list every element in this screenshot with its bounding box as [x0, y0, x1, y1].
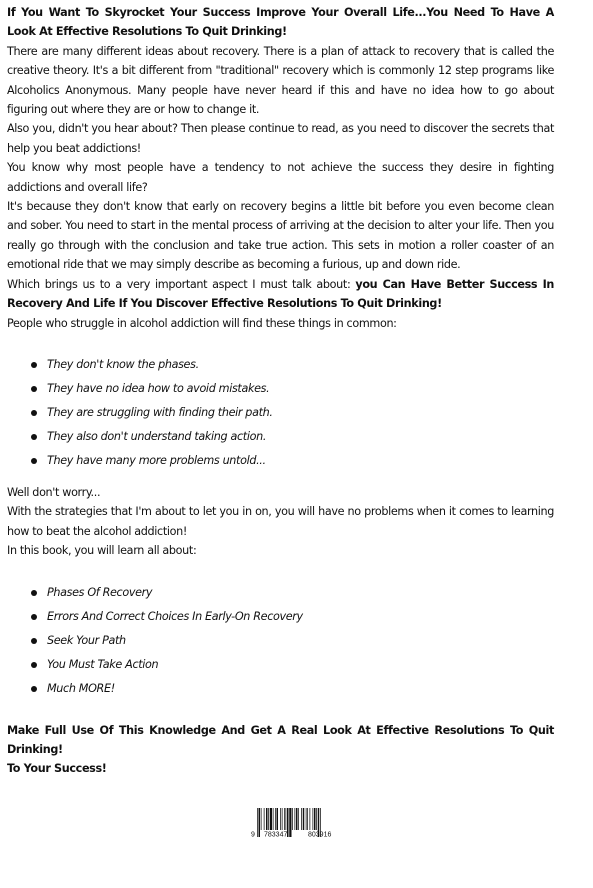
barcode-bar — [261, 808, 262, 830]
barcode-bar — [273, 808, 274, 830]
bullet-icon — [31, 662, 37, 668]
barcode-bar — [316, 808, 317, 830]
closing-sign-off: To Your Success! — [7, 762, 107, 776]
barcode-group-1: 783347 — [264, 831, 288, 839]
barcode-bar — [306, 808, 307, 830]
bullet-icon — [31, 386, 37, 392]
paragraph-dont-worry: Well don't worry... — [7, 485, 101, 499]
list-item: Phases Of Recovery — [7, 581, 554, 605]
barcode-bar — [275, 808, 276, 830]
paragraph-common-things: People who struggle in alcohol addiction will find these things in common: — [7, 316, 397, 330]
barcode-bar — [298, 808, 299, 830]
bullet-icon — [31, 638, 37, 644]
paragraph-hear-about: Also you, didn't you hear about? Then please continue to read, as you need to discover the secrets that help you beat addictions! — [7, 122, 554, 155]
barcode-lead-digit: 9 — [251, 831, 255, 839]
paragraph-important-aspect — [7, 275, 554, 314]
common-problems-list — [7, 333, 554, 483]
paragraph-why-fail: You know why most people have a tendency to not achieve the success they desire in fighting addictions and overall life? — [7, 161, 554, 194]
paragraph-early-recovery: It's because they don't know that early on recovery begins a little bit before you even become clean and sober. You need to start in the mental process of arriving at the decision to alter your life. Then you really go through with the conclusion and take true action. This sets in motion a roller coaster of an emotional ride that we may simply describe as becoming a furious, up and down ride. — [7, 200, 554, 272]
bullet-icon — [31, 458, 37, 464]
barcode-bar — [303, 808, 305, 830]
barcode-bar — [257, 808, 258, 837]
bullet-icon — [31, 434, 37, 440]
barcode-bar — [280, 808, 281, 830]
bullet-icon — [31, 590, 37, 596]
bullet-icon — [31, 614, 37, 620]
important-aspect-emphasis: you Can Have Better Success In Recovery And Life If You Discover Effective Resolutions To Quit Drinking! — [7, 277, 554, 311]
closing-call-to-action: Make Full Use Of This Knowledge And Get A Real Look At Effective Resolutions To Quit Drinking! — [7, 723, 554, 756]
barcode-bar — [282, 808, 283, 830]
barcode-bar — [292, 808, 293, 830]
barcode-bar — [295, 808, 296, 830]
paragraph-in-this-book: In this book, you will learn all about: — [7, 544, 197, 558]
barcode-bar — [277, 808, 279, 830]
list-item: They have no idea how to avoid mistakes. — [7, 377, 554, 401]
barcode-bar — [296, 808, 298, 830]
list-item: They don't know the phases. — [7, 353, 554, 377]
list-item: You Must Take Action — [7, 653, 554, 677]
barcode-bar — [310, 808, 311, 830]
paragraph-creative-theory: There are many different ideas about recovery. There is a plan of attack to recovery that is called the creative theory. It's a bit different from "traditional" recovery which is commonly 12 step programs like Alcoholics Anonymous. Many people have never heard if this and have no idea how to go about figuring out where they are or how to change it. — [7, 44, 554, 117]
barcode-bar — [313, 808, 314, 830]
bullet-icon — [31, 410, 37, 416]
barcode-bar — [270, 808, 272, 830]
list-item: They also don't understand taking action. — [7, 425, 554, 449]
list-item: They are struggling with finding their path. — [7, 401, 554, 425]
isbn-barcode — [251, 808, 351, 840]
barcode-bar — [289, 808, 291, 837]
paragraph-strategies: With the strategies that I'm about to let you in on, you will have no problems when it comes to learning how to beat the alcohol addiction! — [7, 505, 554, 538]
barcode-bar — [264, 808, 265, 830]
list-item: Seek Your Path — [7, 629, 554, 653]
barcode-bar — [268, 808, 269, 830]
bullet-icon — [31, 362, 37, 368]
document-page — [7, 3, 554, 779]
barcode-bar — [314, 808, 316, 830]
important-aspect-text: Which brings us to a very important aspect I must talk about: — [7, 277, 356, 291]
barcode-bar — [259, 808, 261, 837]
barcode-group-2: 803916 — [308, 831, 332, 839]
barcode-bar — [284, 808, 285, 830]
document-heading: If You Want To Skyrocket Your Success Improve Your Overall Life...You Need To Have A Look At Effective Resolutions To Quit Drinking! — [7, 6, 554, 39]
bullet-icon — [31, 686, 37, 692]
barcode-bar — [266, 808, 268, 830]
list-item: Much MORE! — [7, 677, 554, 701]
barcode-graphic — [251, 808, 351, 840]
barcode-bar — [301, 808, 302, 830]
barcode-bar — [307, 808, 308, 830]
list-item: Errors And Correct Choices In Early-On Recovery — [7, 605, 554, 629]
book-topics-list — [7, 561, 554, 711]
list-item: They have many more problems untold... — [7, 449, 554, 473]
barcode-bar — [286, 808, 287, 830]
